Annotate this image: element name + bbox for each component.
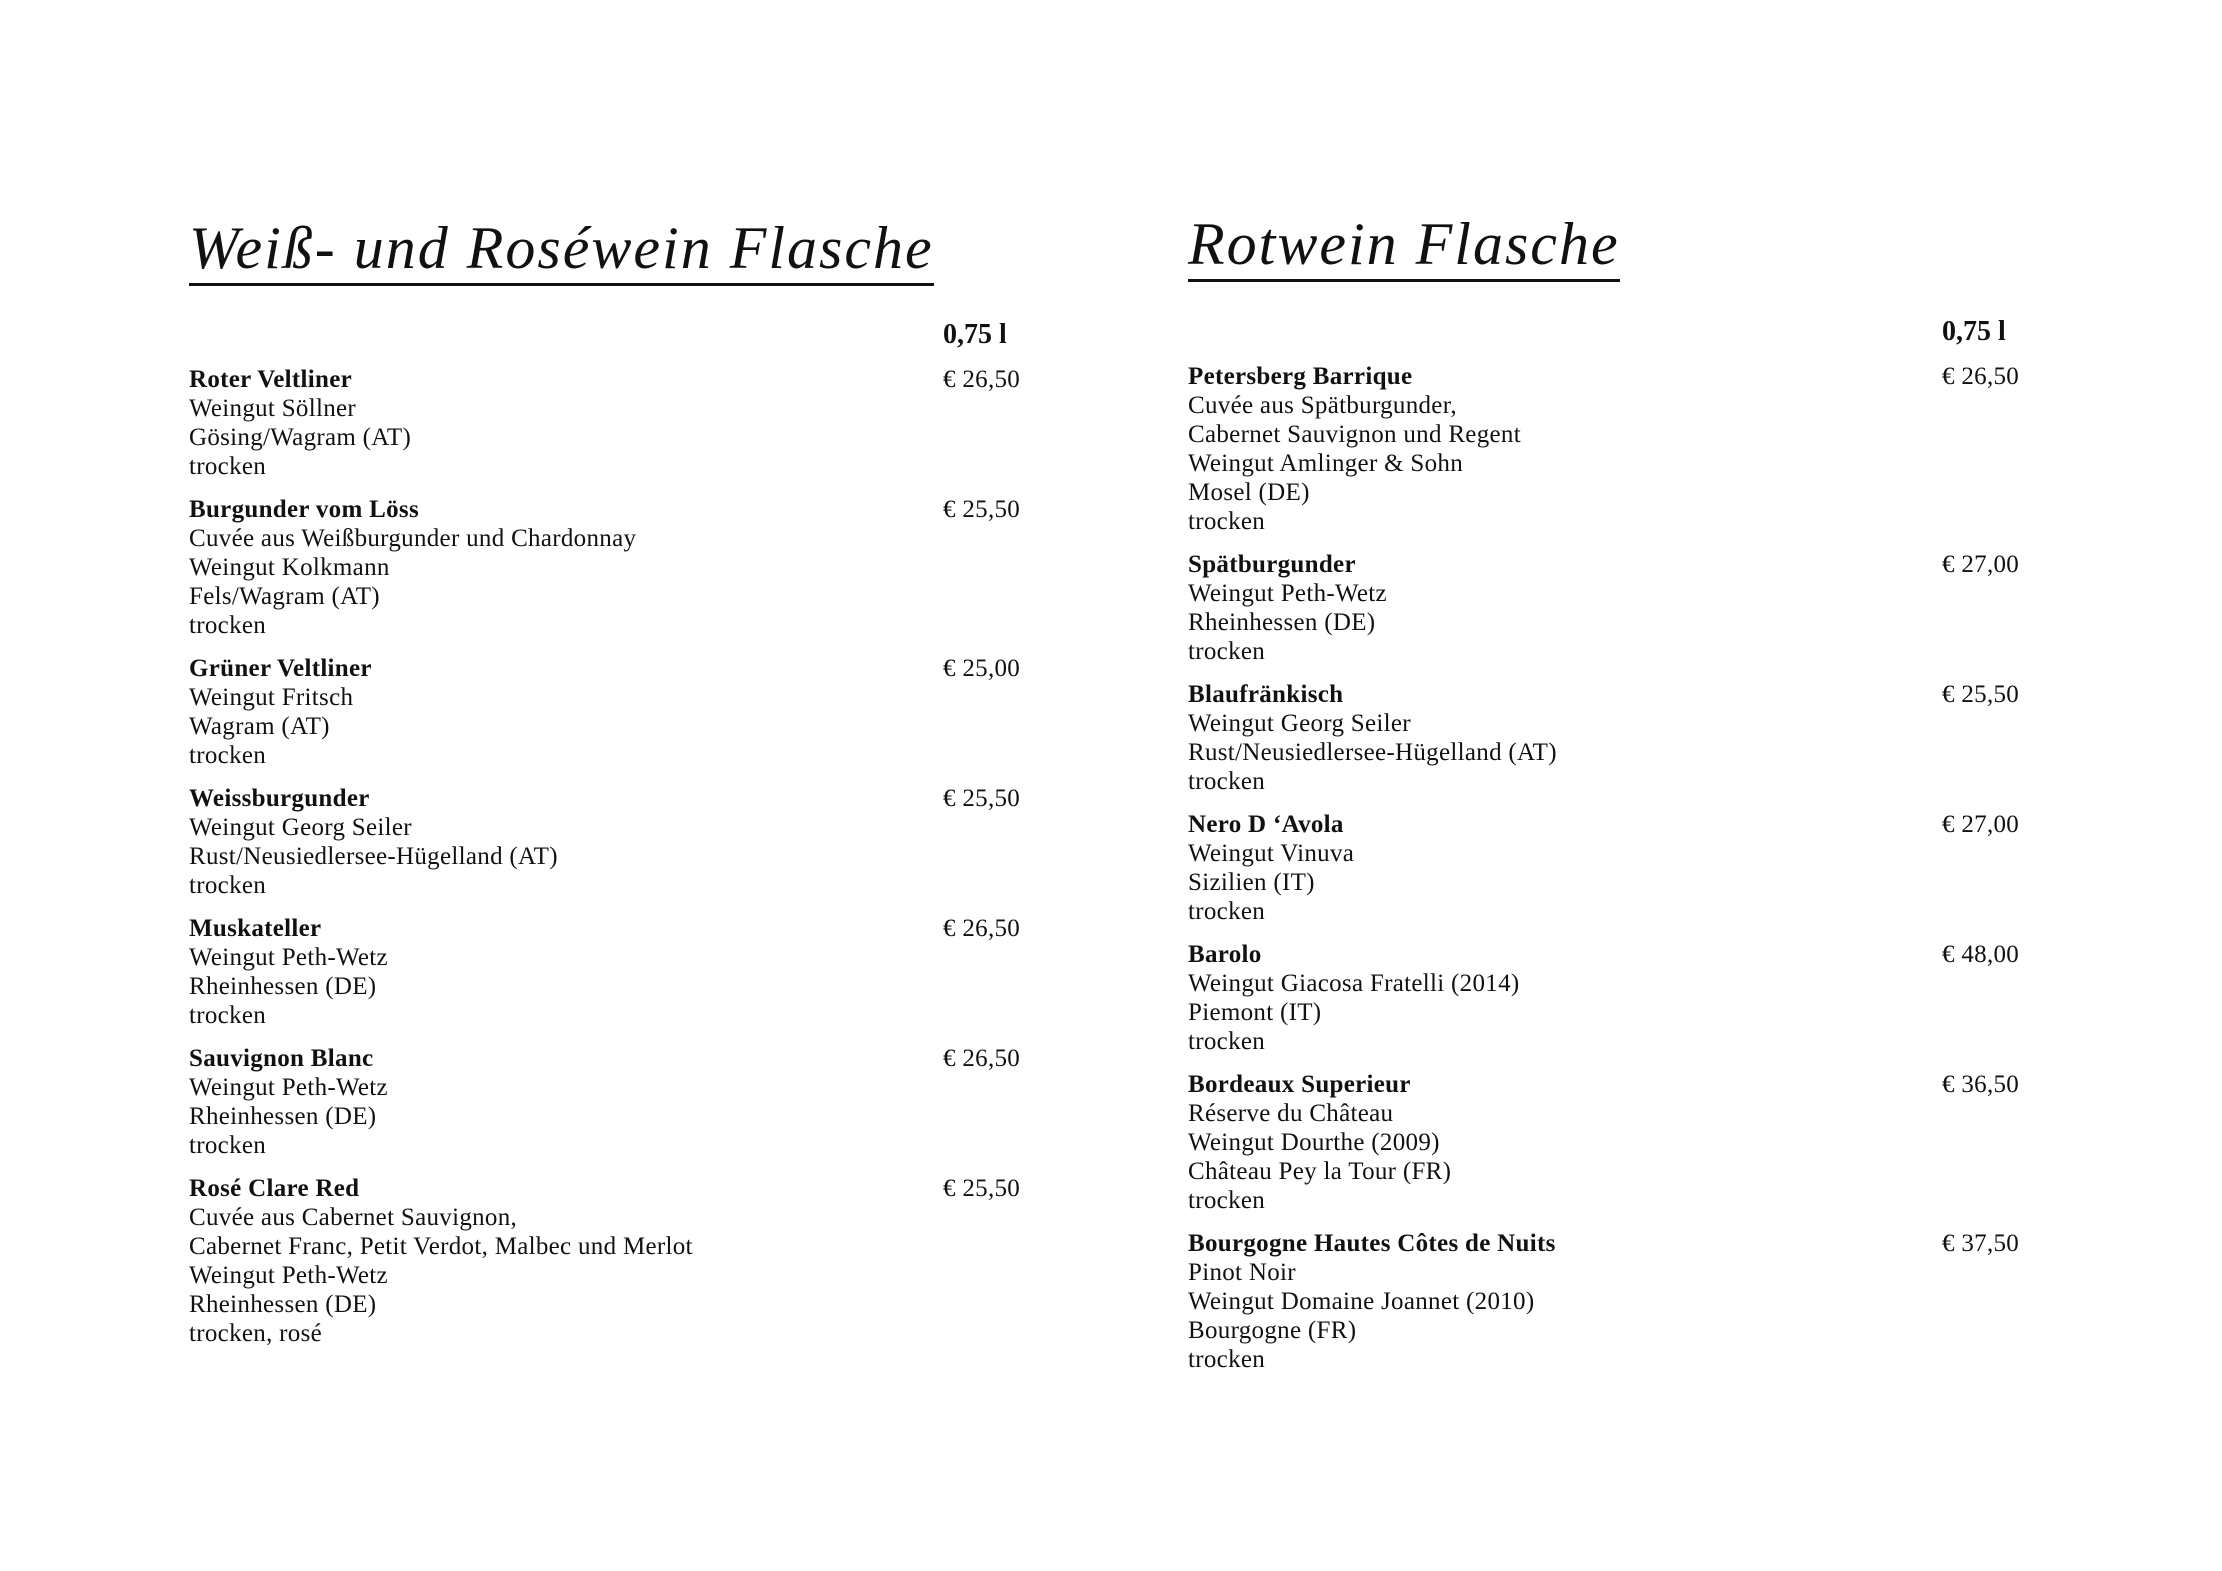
wine-detail: Weingut Fritsch bbox=[189, 684, 354, 711]
wine-detail: Cuvée aus Weißburgunder und Chardonnay bbox=[189, 525, 637, 552]
wine-detail: trocken bbox=[189, 742, 267, 769]
wine-entry bbox=[189, 784, 1089, 900]
wine-detail: Château Pey la Tour (FR) bbox=[1188, 1158, 1452, 1185]
red-wine-section bbox=[1188, 0, 2088, 1571]
wine-price: € 26,50 bbox=[943, 1045, 1021, 1072]
wine-detail: Cuvée aus Spätburgunder, bbox=[1188, 392, 1457, 419]
wine-name: Bourgogne Hautes Côtes de Nuits bbox=[1188, 1230, 1556, 1257]
wine-detail: trocken bbox=[1188, 1028, 1266, 1055]
wine-entry bbox=[1188, 550, 2088, 666]
white-rose-wine-section bbox=[189, 0, 1089, 1571]
wine-entry bbox=[1188, 810, 2088, 926]
wine-detail: Pinot Noir bbox=[1188, 1259, 1296, 1286]
wine-price: € 27,00 bbox=[1942, 811, 2020, 838]
wine-price: € 25,50 bbox=[943, 785, 1021, 812]
wine-detail: Wagram (AT) bbox=[189, 713, 330, 740]
wine-entry bbox=[189, 1044, 1089, 1160]
wine-detail: trocken bbox=[1188, 898, 1266, 925]
wine-detail: Sizilien (IT) bbox=[1188, 869, 1315, 896]
wine-name: Sauvignon Blanc bbox=[189, 1045, 374, 1072]
wine-name: Grüner Veltliner bbox=[189, 655, 372, 682]
wine-detail: trocken bbox=[189, 1132, 267, 1159]
wine-entry bbox=[189, 1174, 1089, 1348]
wine-entry bbox=[1188, 1229, 2088, 1374]
wine-detail: Gösing/Wagram (AT) bbox=[189, 424, 412, 451]
wine-name: Rosé Clare Red bbox=[189, 1175, 360, 1202]
wine-name: Blaufränkisch bbox=[1188, 681, 1344, 708]
wine-detail: Cuvée aus Cabernet Sauvignon, bbox=[189, 1204, 518, 1231]
volume-header: 0,75 l bbox=[943, 319, 1007, 350]
wine-detail: Rheinhessen (DE) bbox=[1188, 609, 1376, 636]
wine-entry bbox=[189, 654, 1089, 770]
wine-detail: Weingut Peth-Wetz bbox=[189, 1074, 388, 1101]
wine-name: Weissburgunder bbox=[189, 785, 370, 812]
wine-detail: trocken bbox=[1188, 1187, 1266, 1214]
wine-detail: trocken bbox=[189, 612, 267, 639]
wine-detail: Rheinhessen (DE) bbox=[189, 1103, 377, 1130]
wine-detail: Rust/Neusiedlersee-Hügelland (AT) bbox=[189, 843, 558, 870]
wine-name: Bordeaux Superieur bbox=[1188, 1071, 1411, 1098]
wine-price: € 27,00 bbox=[1942, 551, 2020, 578]
wine-detail: Weingut Kolkmann bbox=[189, 554, 390, 581]
wine-detail: trocken bbox=[1188, 638, 1266, 665]
wine-name: Roter Veltliner bbox=[189, 366, 353, 393]
wine-detail: Rheinhessen (DE) bbox=[189, 973, 377, 1000]
wine-detail: trocken bbox=[189, 872, 267, 899]
wine-detail: Rheinhessen (DE) bbox=[189, 1291, 377, 1318]
wine-detail: Cabernet Franc, Petit Verdot, Malbec und Merlot bbox=[189, 1233, 693, 1260]
wine-detail: trocken, rosé bbox=[189, 1320, 323, 1347]
wine-entry bbox=[189, 914, 1089, 1030]
wine-detail: trocken bbox=[189, 1002, 267, 1029]
wine-name: Spätburgunder bbox=[1188, 551, 1356, 578]
wine-detail: Cabernet Sauvignon und Regent bbox=[1188, 421, 1521, 448]
volume-header: 0,75 l bbox=[1942, 316, 2006, 347]
wine-name: Nero D ‘Avola bbox=[1188, 811, 1344, 838]
wine-detail: Fels/Wagram (AT) bbox=[189, 583, 380, 610]
wine-list bbox=[189, 365, 1089, 1362]
wine-entry bbox=[1188, 940, 2088, 1056]
wine-entry bbox=[1188, 362, 2088, 536]
wine-price: € 25,50 bbox=[943, 496, 1021, 523]
wine-entry bbox=[1188, 680, 2088, 796]
wine-name: Muskateller bbox=[189, 915, 322, 942]
wine-price: € 26,50 bbox=[943, 915, 1021, 942]
wine-name: Burgunder vom Löss bbox=[189, 496, 419, 523]
section-title: Rotwein Flasche bbox=[1188, 209, 1620, 282]
wine-price: € 26,50 bbox=[1942, 363, 2020, 390]
wine-detail: Rust/Neusiedlersee-Hügelland (AT) bbox=[1188, 739, 1557, 766]
wine-price: € 48,00 bbox=[1942, 941, 2020, 968]
wine-detail: Weingut Giacosa Fratelli (2014) bbox=[1188, 970, 1520, 997]
wine-detail: Weingut Amlinger & Sohn bbox=[1188, 450, 1464, 477]
wine-detail: Weingut Peth-Wetz bbox=[1188, 580, 1387, 607]
wine-price: € 25,50 bbox=[1942, 681, 2020, 708]
wine-price: € 25,00 bbox=[943, 655, 1021, 682]
wine-detail: Weingut Söllner bbox=[189, 395, 357, 422]
wine-price: € 25,50 bbox=[943, 1175, 1021, 1202]
wine-entry bbox=[189, 495, 1089, 640]
wine-detail: Weingut Georg Seiler bbox=[1188, 710, 1411, 737]
wine-detail: Weingut Georg Seiler bbox=[189, 814, 412, 841]
wine-detail: Réserve du Château bbox=[1188, 1100, 1394, 1127]
wine-entry bbox=[189, 365, 1089, 481]
wine-detail: Weingut Peth-Wetz bbox=[189, 1262, 388, 1289]
wine-detail: trocken bbox=[1188, 508, 1266, 535]
wine-detail: Weingut Peth-Wetz bbox=[189, 944, 388, 971]
wine-price: € 26,50 bbox=[943, 366, 1021, 393]
wine-entry bbox=[1188, 1070, 2088, 1215]
wine-detail: Weingut Dourthe (2009) bbox=[1188, 1129, 1440, 1156]
wine-name: Petersberg Barrique bbox=[1188, 363, 1413, 390]
wine-detail: Weingut Vinuva bbox=[1188, 840, 1355, 867]
wine-name: Barolo bbox=[1188, 941, 1262, 968]
wine-detail: trocken bbox=[1188, 768, 1266, 795]
wine-price: € 36,50 bbox=[1942, 1071, 2020, 1098]
wine-detail: Piemont (IT) bbox=[1188, 999, 1322, 1026]
wine-detail: Weingut Domaine Joannet (2010) bbox=[1188, 1288, 1535, 1315]
wine-detail: Mosel (DE) bbox=[1188, 479, 1310, 506]
wine-detail: trocken bbox=[1188, 1346, 1266, 1373]
wine-detail: Bourgogne (FR) bbox=[1188, 1317, 1357, 1344]
wine-detail: trocken bbox=[189, 453, 267, 480]
section-title: Weiß- und Roséwein Flasche bbox=[189, 213, 934, 286]
wine-list bbox=[1188, 362, 2088, 1388]
wine-price: € 37,50 bbox=[1942, 1230, 2020, 1257]
